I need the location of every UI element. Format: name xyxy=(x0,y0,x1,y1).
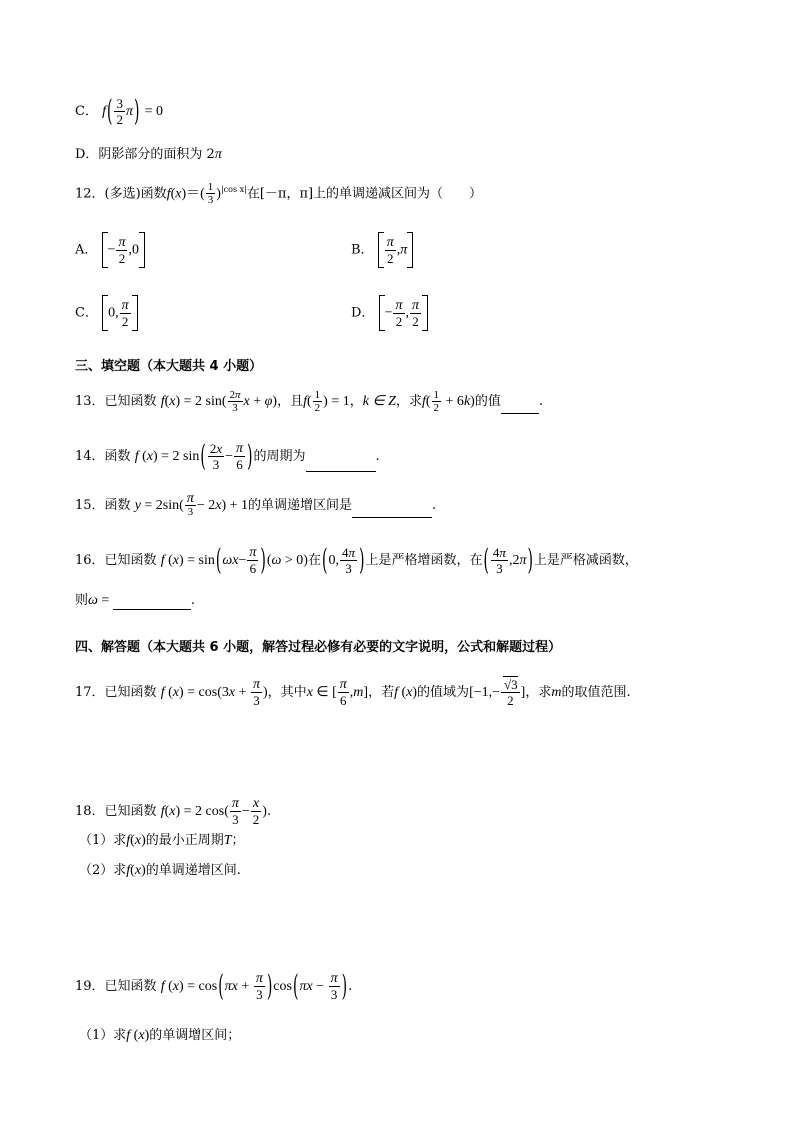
q13: 13．已知函数 f(x) = 2 sin( $\frac{2\pi}{3}$ x + φ)，且f( $\frac{1}{2}$ ) = 1，k ∈ Z，求f( $\frac{1}{2}$ + 6k)的值 . xyxy=(75,389,543,414)
q12-option-b: B． $\frac{\pi}{2}$ ,π xyxy=(351,232,413,268)
section-4-title: 四、解答题（本大题共 6 小题，解答过程必修有必要的文字说明，公式和解题过程） xyxy=(75,640,562,655)
q18-part1: （1）求f(x)的最小正周期T； xyxy=(79,833,245,848)
q18-part2: （2）求f(x)的单调递增区间. xyxy=(79,863,241,878)
q12-stem: 12．(多选)函数f(x)＝( $\frac{1}{3}$ )$^{|cos x|}$在[－π，π]上的单调递减区间为（ ） xyxy=(75,181,483,207)
q12-option-d: D． − $\frac{\pi}{2}$ , $\frac{\pi}{2}$ xyxy=(351,295,428,331)
q14: 14．函数 f (x) = 2 sin( $\frac{2x}{3}$ − $\frac{\pi}{6}$ )的周期为 . xyxy=(75,439,380,474)
q17: 17．已知函数 f (x) = cos(3x + $\frac{\pi}{3}$ )，其中x ∈ [ $\frac{\pi}{6}$ ,m]，若f (x)的值域为[−1,− $\frac{√3}{2}$ ]，求m的取值范围. xyxy=(75,677,631,708)
q16: 16．已知函数 f (x) = sin(ωx− $\frac{\pi}{6}$ )(ω > 0)在(0, $\frac{4\pi}{3}$ )上是严格增函数，在( $\frac{4\pi}{3}$ ,2π)上是严格减函数， xyxy=(75,543,638,578)
q15: 15．函数 y = 2sin( $\frac{\pi}{3}$ − 2x) + 1的单调递增区间是 . xyxy=(75,491,437,518)
q12-option-c: C． 0, $\frac{\pi}{2}$ xyxy=(75,295,138,331)
q18: 18．已知函数 f(x) = 2 cos( $\frac{\pi}{3}$ − $\frac{x}{2}$ ). xyxy=(75,796,272,827)
section-3-title: 三、填空题（本大题共 4 小题） xyxy=(75,359,263,374)
q19-part1: （1）求f (x)的单调增区间； xyxy=(79,1028,241,1043)
q19: 19．已知函数 f (x) = cos(πx + $\frac{\pi}{3}$ )cos(πx − $\frac{\pi}{3}$ ). xyxy=(75,969,353,1004)
q12-option-a: A． − $\frac{\pi}{2}$ ,0 xyxy=(75,232,145,268)
q11-option-c: C． f( $\frac{3}{2}$ π) = 0 xyxy=(75,94,163,129)
q16-line2: 则ω = . xyxy=(75,593,195,608)
option-label: C． xyxy=(75,104,98,119)
q11-option-d: D．阴影部分的面积为 2π xyxy=(75,147,222,162)
